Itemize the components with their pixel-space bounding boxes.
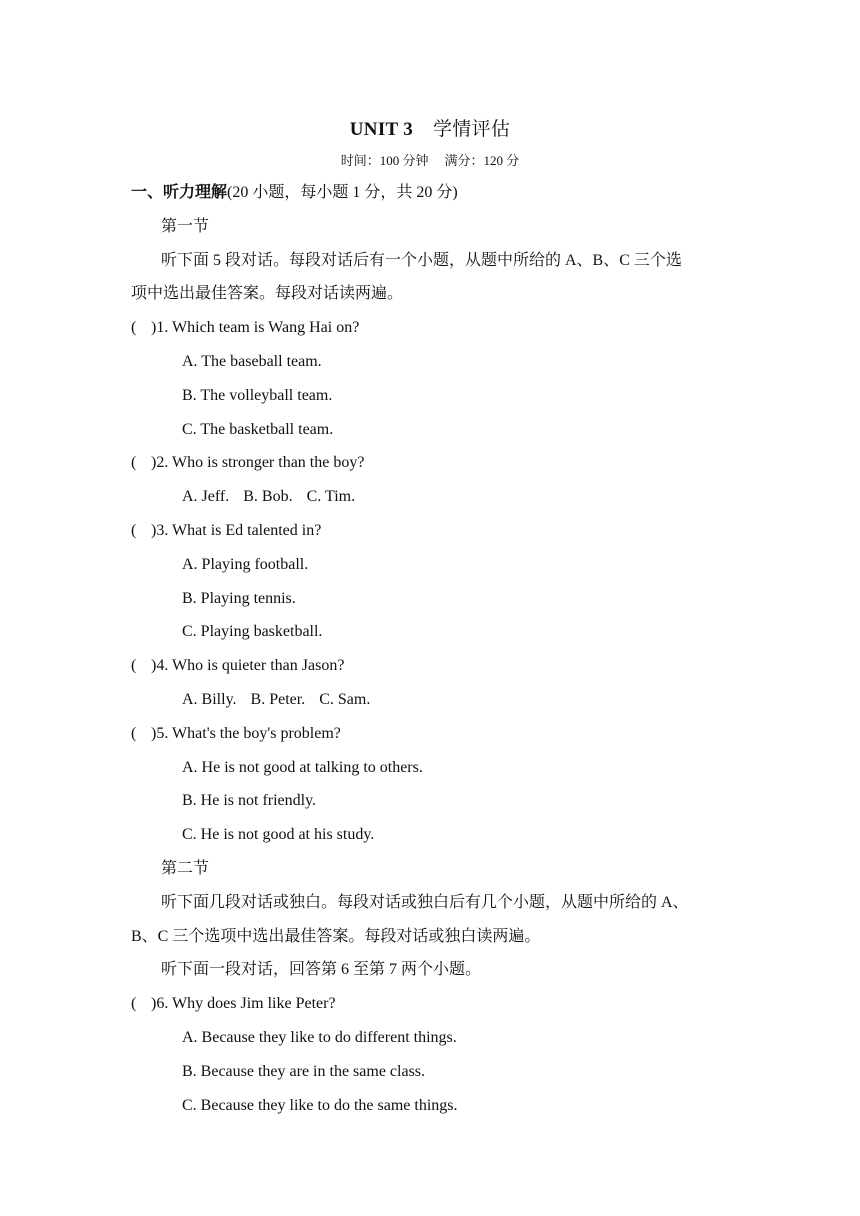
option-b: B. Playing tennis. bbox=[182, 589, 296, 607]
part2-instruction-line2: B、C 三个选项中选出最佳答案。每段对话或独白读两遍。 bbox=[131, 927, 541, 945]
section-heading-detail: (20 小题，每小题 1 分，共 20 分) bbox=[227, 184, 458, 201]
option-c: C. Sam. bbox=[319, 690, 371, 708]
question-text: )4. Who is quieter than Jason? bbox=[151, 657, 345, 675]
question-text: )1. Which team is Wang Hai on? bbox=[151, 319, 360, 337]
option-b: B. He is not friendly. bbox=[182, 792, 317, 810]
total-score: 满分：120 分 bbox=[444, 153, 520, 168]
option-a: A. Jeff. bbox=[182, 488, 230, 506]
answer-blank[interactable]: ( bbox=[131, 995, 137, 1013]
question-3 bbox=[131, 514, 731, 548]
answer-blank[interactable]: ( bbox=[131, 724, 137, 742]
exam-content bbox=[131, 176, 731, 1122]
option-b: B. Bob. bbox=[243, 488, 293, 506]
section-heading bbox=[131, 176, 731, 210]
question-5 bbox=[131, 717, 731, 751]
option-c: C. He is not good at his study. bbox=[182, 826, 375, 844]
option-c: C. The basketball team. bbox=[182, 420, 334, 438]
answer-blank[interactable]: ( bbox=[131, 657, 137, 675]
option-a: A. Billy. bbox=[182, 690, 237, 708]
answer-blank[interactable]: ( bbox=[131, 454, 137, 472]
page-title bbox=[0, 114, 860, 141]
part1-instruction-line2: 项中选出最佳答案。每段对话读两遍。 bbox=[131, 285, 404, 303]
answer-blank[interactable]: ( bbox=[131, 521, 137, 539]
option-c: C. Because they like to do the same things. bbox=[182, 1096, 458, 1114]
inline-options bbox=[131, 683, 731, 717]
option-a: A. Playing football. bbox=[182, 555, 309, 573]
option-a: A. Because they like to do different things. bbox=[182, 1028, 457, 1046]
part2-label: 第二节 bbox=[161, 859, 210, 877]
question-2 bbox=[131, 446, 731, 480]
question-text: )3. What is Ed talented in? bbox=[151, 521, 322, 539]
question-text: )6. Why does Jim like Peter? bbox=[151, 995, 336, 1013]
part1-label: 第一节 bbox=[161, 217, 210, 235]
option-a: A. The baseball team. bbox=[182, 352, 322, 370]
option-c: C. Tim. bbox=[306, 488, 356, 506]
question-text: )2. Who is stronger than the boy? bbox=[151, 454, 365, 472]
option-b: B. Because they are in the same class. bbox=[182, 1062, 426, 1080]
option-b: B. The volleyball team. bbox=[182, 386, 333, 404]
question-1 bbox=[131, 311, 731, 345]
answer-blank[interactable]: ( bbox=[131, 319, 137, 337]
question-6 bbox=[131, 987, 731, 1021]
time-limit: 时间：100 分钟 bbox=[340, 153, 429, 168]
title-unit: UNIT 3 bbox=[349, 119, 413, 140]
exam-meta bbox=[0, 150, 860, 169]
question-text: )5. What's the boy's problem? bbox=[151, 724, 341, 742]
option-b: B. Peter. bbox=[250, 690, 306, 708]
question-4 bbox=[131, 649, 731, 683]
option-a: A. He is not good at talking to others. bbox=[182, 758, 423, 776]
section-heading-title: 一、听力理解 bbox=[131, 184, 228, 201]
dialog-note: 听下面一段对话，回答第 6 至第 7 两个小题。 bbox=[161, 961, 482, 979]
part1-instruction-line1: 听下面 5 段对话。每段对话后有一个小题，从题中所给的 A、B、C 三个选 bbox=[161, 251, 682, 269]
part2-instruction-line1: 听下面几段对话或独白。每段对话或独白后有几个小题，从题中所给的 A、 bbox=[161, 893, 689, 911]
option-c: C. Playing basketball. bbox=[182, 623, 323, 641]
title-chinese: 学情评估 bbox=[433, 119, 511, 140]
inline-options bbox=[131, 480, 731, 514]
